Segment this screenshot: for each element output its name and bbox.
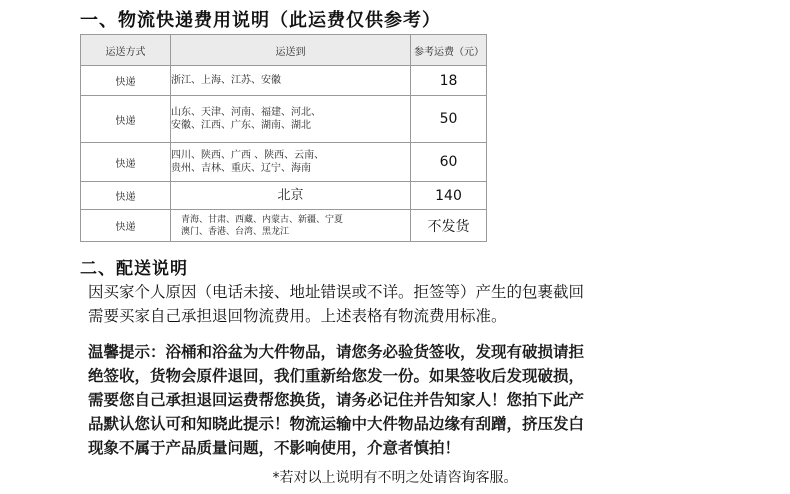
row-method: 快递: [81, 143, 171, 182]
footer-note: *若对以上说明有不明之处请咨询客服。: [272, 470, 518, 486]
destination-line: 山东、天津、河南、福建、河北、: [171, 107, 321, 118]
destination-line: 澳门、香港、台湾、黑龙江: [181, 226, 290, 237]
warm-tip-line: 需要您自己承担退回运费帮您换货，请务必记住并告知家人！您拍下此产: [88, 391, 585, 409]
table-row: [81, 182, 487, 210]
delivery-note-line: 需要买家自己承担退回物流费用。上述表格有物流费用标准。: [88, 307, 507, 325]
table-header-row: [81, 35, 487, 66]
row-destination: [171, 143, 411, 182]
shipping-fee-table: [80, 34, 487, 242]
destination-line: 贵州、吉林、重庆、辽宁、海南: [171, 163, 311, 174]
row-destination: 浙江、上海、江苏、安徽: [171, 66, 411, 96]
table-row: [81, 143, 487, 182]
delivery-note-line: 因买家个人原因（电话未接、地址错误或不详。拒签等）产生的包裹截回: [88, 283, 585, 301]
row-fee: 140: [411, 182, 487, 210]
row-destination: [171, 210, 411, 242]
warm-tip-line: 品默认您认可和知晓此提示！物流运输中大件物品边缘有刮蹭，挤压发白: [88, 415, 585, 433]
header-fee: 参考运费（元）: [411, 35, 487, 66]
row-method: 快递: [81, 182, 171, 210]
table-row: [81, 96, 487, 143]
row-method: 快递: [81, 66, 171, 96]
destination-line: 青海、甘肃、西藏、内蒙古、新疆、宁夏: [181, 214, 344, 225]
row-fee: 18: [411, 66, 487, 96]
section-title-shipping-fees: 一、物流快递费用说明（此运费仅供参考）: [80, 10, 441, 31]
table-row: [81, 210, 487, 242]
row-destination: [171, 96, 411, 143]
row-method: 快递: [81, 210, 171, 242]
row-fee: 50: [411, 96, 487, 143]
header-destination: 运送到: [171, 35, 411, 66]
section-title-delivery: 二、配送说明: [80, 259, 188, 279]
row-method: 快递: [81, 96, 171, 143]
row-destination: 北京: [171, 182, 411, 210]
table-row: [81, 66, 487, 96]
warm-tip-line: 温馨提示：浴桶和浴盆为大件物品，请您务必验货签收，发现有破损请拒: [88, 343, 585, 361]
delivery-note: [88, 280, 748, 328]
destination-line: 四川、陕西、广西 、陕西、云南、: [171, 150, 325, 161]
warm-tip: [88, 340, 748, 460]
warm-tip-line: 绝签收，货物会原件退回，我们重新给您发一份。如果签收后发现破损，: [88, 367, 585, 385]
header-method: 运送方式: [81, 35, 171, 66]
destination-line: 安徽、江西、广东、湖南、湖北: [171, 120, 311, 131]
warm-tip-line: 现象不属于产品质量问题，不影响使用，介意者慎拍！: [88, 439, 461, 457]
row-fee: 60: [411, 143, 487, 182]
row-fee: 不发货: [411, 210, 487, 242]
